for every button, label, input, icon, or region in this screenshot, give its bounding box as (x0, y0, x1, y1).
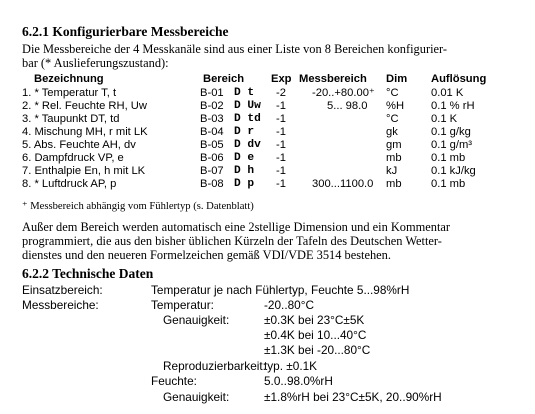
row-dim: mb (386, 152, 402, 164)
row-dim: gm (386, 139, 402, 151)
table-row (0, 126, 535, 138)
row-code: D h (234, 165, 255, 177)
messbereiche-label: Messbereiche: (22, 298, 99, 312)
row-aufloesung: 0.01 K (431, 87, 464, 99)
paragraph-line-1: Außer dem Bereich werden automatisch eine 2stellige Dimension und ein Kommentar (22, 220, 451, 234)
row-name: 2. * Rel. Feuchte RH, Uw (22, 100, 147, 112)
row-exp: -1 (276, 139, 286, 151)
table-row (0, 165, 535, 177)
row-name: 5. Abs. Feuchte AH, dv (22, 139, 136, 151)
row-aufloesung: 0.1 % rH (431, 100, 475, 112)
row-name: 6. Dampfdruck VP, e (22, 152, 124, 164)
reproduzierbarkeit-label: Reproduzierbarkeit: (163, 359, 266, 373)
row-name: 3. * Taupunkt DT, td (22, 113, 120, 125)
paragraph-line-3: dienstes und den neueren Formelzeichen gemäß VDI/VDE 3514 bestehen. (22, 248, 391, 262)
row-exp: -1 (276, 165, 286, 177)
row-messbereich: 300...1100.0 (312, 178, 374, 190)
genauigkeit-value-2: ±0.4K bei 10...40°C (264, 328, 367, 342)
header-dim: Dim (386, 73, 408, 85)
row-code: D dv (234, 139, 261, 151)
row-bereich: B-03 (200, 113, 224, 125)
row-aufloesung: 0.1 K (431, 113, 458, 125)
row-code: D td (234, 113, 261, 125)
row-dim: %H (386, 100, 405, 112)
intro-text-line-1: Die Messbereiche der 4 Messkanäle sind aus einer Liste von 8 Bereichen konfigurier- (22, 42, 448, 56)
row-name: 1. * Temperatur T, t (22, 87, 117, 99)
row-aufloesung: 0.1 mb (431, 152, 466, 164)
row-aufloesung: 0.1 mb (431, 178, 466, 190)
genauigkeit-feuchte-label: Genauigkeit: (163, 390, 230, 404)
row-name: 7. Enthalpie En, h mit LK (22, 165, 146, 177)
row-bereich: B-02 (200, 100, 224, 112)
feuchte-value: 5.0..98.0%rH (264, 374, 333, 388)
row-dim: kJ (386, 165, 398, 177)
footnote: ⁺ Messbereich abhängig vom Fühlertyp (s. Datenblatt) (22, 201, 254, 212)
row-bereich: B-04 (200, 126, 224, 138)
row-code: D p (234, 178, 255, 190)
row-exp: -1 (276, 178, 286, 190)
table-row (0, 178, 535, 190)
genauigkeit-value-3: ±1.3K bei -20...80°C (264, 343, 371, 357)
row-messbereich: 5... 98.0 (327, 100, 368, 112)
row-aufloesung: 0.1 g/m³ (431, 139, 473, 151)
genauigkeit-label: Genauigkeit: (163, 313, 230, 327)
header-aufloesung: Auflösung (431, 73, 487, 85)
row-bereich: B-05 (200, 139, 224, 151)
table-row (0, 152, 535, 164)
row-dim: °C (386, 113, 399, 125)
row-dim: °C (386, 87, 399, 99)
einsatzbereich-value: Temperatur je nach Fühlertyp, Feuchte 5...98%rH (151, 283, 410, 297)
table-row (0, 139, 535, 151)
row-aufloesung: 0.1 kJ/kg (431, 165, 476, 177)
genauigkeit-feuchte-value: ±1.8%rH bei 23°C±5K, 20..90%rH (264, 390, 442, 404)
intro-text-line-2: bar (* Auslieferungszustand): (22, 56, 169, 70)
row-code: D t (234, 87, 255, 99)
table-row (0, 87, 535, 99)
section-title-6-2-1: 6.2.1 Konfigurierbare Messbereiche (22, 24, 229, 39)
row-name: 8. * Luftdruck AP, p (22, 178, 117, 190)
header-bereich: Bereich (203, 73, 245, 85)
header-messbereich: Messbereich (299, 73, 367, 85)
row-messbereich: -20..+80.00⁺ (312, 87, 375, 99)
table-row (0, 113, 535, 125)
row-name: 4. Mischung MH, r mit LK (22, 126, 148, 138)
row-bereich: B-08 (200, 178, 224, 190)
temperatur-label: Temperatur: (151, 298, 214, 312)
section-title-6-2-2: 6.2.2 Technische Daten (22, 266, 154, 281)
paragraph-line-2: programmiert, die aus den bisher üblichen Kürzeln der Tafeln des Deutschen Wetter- (22, 234, 442, 248)
header-bezeichnung: Bezeichnung (34, 73, 104, 85)
row-bereich: B-07 (200, 165, 224, 177)
row-exp: -2 (276, 87, 286, 99)
row-code: D r (234, 126, 255, 138)
row-bereich: B-06 (200, 152, 224, 164)
row-exp: -1 (276, 126, 286, 138)
row-dim: mb (386, 178, 402, 190)
row-exp: -1 (276, 113, 286, 125)
header-exp: Exp (271, 73, 292, 85)
temperatur-value: -20..80°C (264, 298, 314, 312)
row-exp: -1 (276, 152, 286, 164)
reproduzierbarkeit-value: typ. ±0.1K (264, 359, 318, 373)
row-code: D Uw (234, 100, 261, 112)
einsatzbereich-label: Einsatzbereich: (22, 283, 103, 297)
feuchte-label: Feuchte: (151, 374, 197, 388)
row-dim: gk (386, 126, 398, 138)
table-row (0, 100, 535, 112)
row-bereich: B-01 (200, 87, 224, 99)
row-code: D e (234, 152, 255, 164)
genauigkeit-value-1: ±0.3K bei 23°C±5K (264, 313, 365, 327)
row-exp: -1 (276, 100, 286, 112)
row-aufloesung: 0.1 g/kg (431, 126, 471, 138)
